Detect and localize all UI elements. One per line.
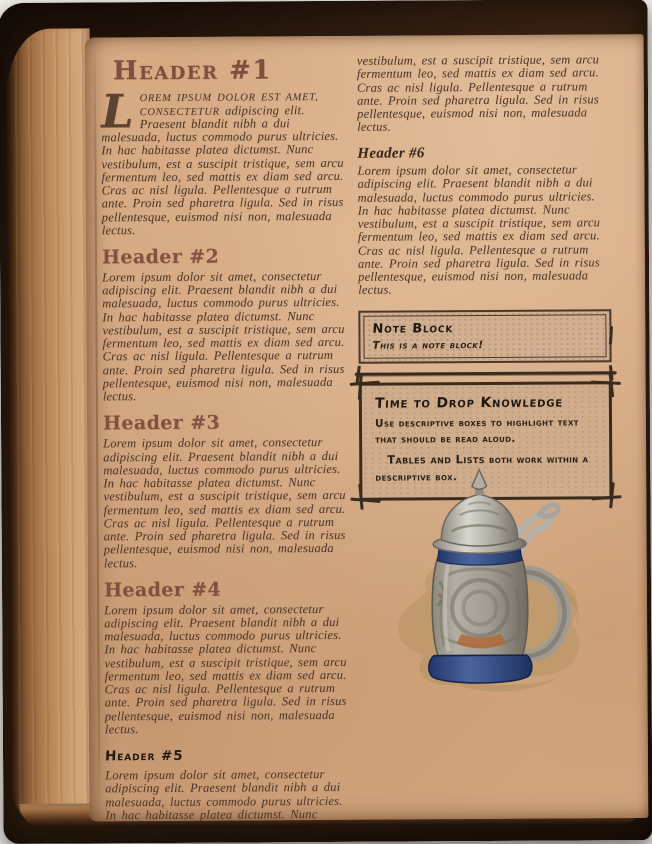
column-right	[357, 53, 613, 501]
drop-cap: L	[100, 84, 134, 139]
section-header-6: Header #6	[357, 144, 425, 162]
note-block-body: This is a note block!	[372, 338, 484, 352]
corner-stroke	[591, 380, 621, 384]
paragraph-text: adipiscing elit. Praesent blandit nibh a dui malesuada, luctus commodo purus ultricies. In hac habitasse platea dictumst. Nunc vestibulum, est a suscipit tristique, sem arcu fermentum leo, sed mattis ex diam sed arcu. Cras ac nisl ligula. Pellentesque a rutrum ante. Proin sed pharetra ligula. Sed in risus pellentesque, euismod nisi non, malesuada lectus.	[101, 102, 344, 238]
section-header-4: Header #4	[103, 578, 222, 602]
body-paragraph-5-continued: vestibulum, est a suscipit tristique, sem arcu fermentum leo, sed mattis ex diam sed arcu. Cras ac nisl ligula. Pellentesque a rutrum ante. Proin sed pharetra ligula. Sed in risus pellentesque, euismod nisi non, malesuada lectus.	[356, 52, 600, 135]
body-paragraph-6: Lorem ipsum dolor sit amet, consectetur adipiscing elit. Praesent blandit nibh a dui malesuada, luctus commodo purus ultricies. In hac habitasse platea dictumst. Nunc vestibulum, est a suscipit tristique, sem arcu fermentum leo, sed mattis ex diam sed arcu. Cras ac nisl ligula. Pellentesque a rutrum ante. Proin sed pharetra ligula. Sed in risus pellentesque, euismod nisi non, malesuada lectus.	[357, 162, 601, 298]
page-stack-left	[6, 28, 95, 826]
body-paragraph-2: Lorem ipsum dolor sit amet, consectetur adipiscing elit. Praesent blandit nibh a dui malesuada, luctus commodo purus ultricies. In hac habitasse platea dictumst. Nunc vestibulum, est a suscipit tristique, sem arcu fermentum leo, sed mattis ex diam sed arcu. Cras ac nisl ligula. Pellentesque a rutrum ante. Proin sed pharetra ligula. Sed in risus pellentesque, euismod nisi non, malesuada lectus.	[102, 268, 345, 404]
corner-stroke	[358, 484, 363, 510]
corner-stroke	[358, 373, 363, 399]
knowledge-box-line1: Use descriptive boxes to highlight text that should be read aloud.	[374, 415, 579, 446]
knowledge-box-line2-rest: both work within a descriptive box.	[375, 453, 589, 484]
section-header-2: Header #2	[101, 245, 220, 269]
body-paragraph-5: Lorem ipsum dolor sit amet, consectetur adipiscing elit. Praesent blandit nibh a dui malesuada, luctus commodo purus ultricies. In hac habitasse platea dictumst. Nunc	[105, 767, 343, 823]
knowledge-box-title: Time to Drop Knowledge	[374, 394, 564, 412]
hand-drawn-tick	[609, 326, 613, 344]
section-header-3: Header #3	[102, 412, 221, 435]
column-left	[101, 55, 359, 825]
illustration-area	[375, 450, 627, 710]
knowledge-box-line2-bold: Tables and Lists	[387, 452, 485, 467]
section-header-1: Header #1	[112, 55, 272, 87]
section-header-5: Header #5	[104, 748, 184, 765]
lead-line: OREM IPSUM DOLOR EST AMET, CONSECTETUR	[139, 92, 319, 118]
note-block-title: Note Block	[372, 320, 454, 337]
body-paragraph-1	[100, 84, 355, 238]
parchment-page	[85, 34, 649, 821]
body-paragraph-4: Lorem ipsum dolor sit amet, consectetur adipiscing elit. Praesent blandit nibh a dui malesuada, luctus commodo purus ultricies. In hac habitasse platea dictumst. Nunc vestibulum, est a suscipit tristique, sem arcu fermentum leo, sed mattis ex diam sed arcu. Cras ac nisl ligula. Pellentesque a rutrum ante. Proin sed pharetra ligula. Sed in risus pellentesque, euismod nisi non, malesuada lectus.	[104, 601, 347, 737]
beer-stein-image	[375, 450, 627, 710]
body-paragraph-3: Lorem ipsum dolor sit amet, consectetur adipiscing elit. Praesent blandit nibh a dui malesuada, luctus commodo purus ultricies. In hac habitasse platea dictumst. Nunc vestibulum, est a suscipit tristique, sem arcu fermentum leo, sed mattis ex diam sed arcu. Cras ac nisl ligula. Pellentesque a rutrum ante. Proin sed pharetra ligula. Sed in risus pellentesque, euismod nisi non, malesuada lectus.	[103, 435, 346, 570]
divider-rule	[355, 371, 617, 376]
note-block	[358, 309, 611, 364]
